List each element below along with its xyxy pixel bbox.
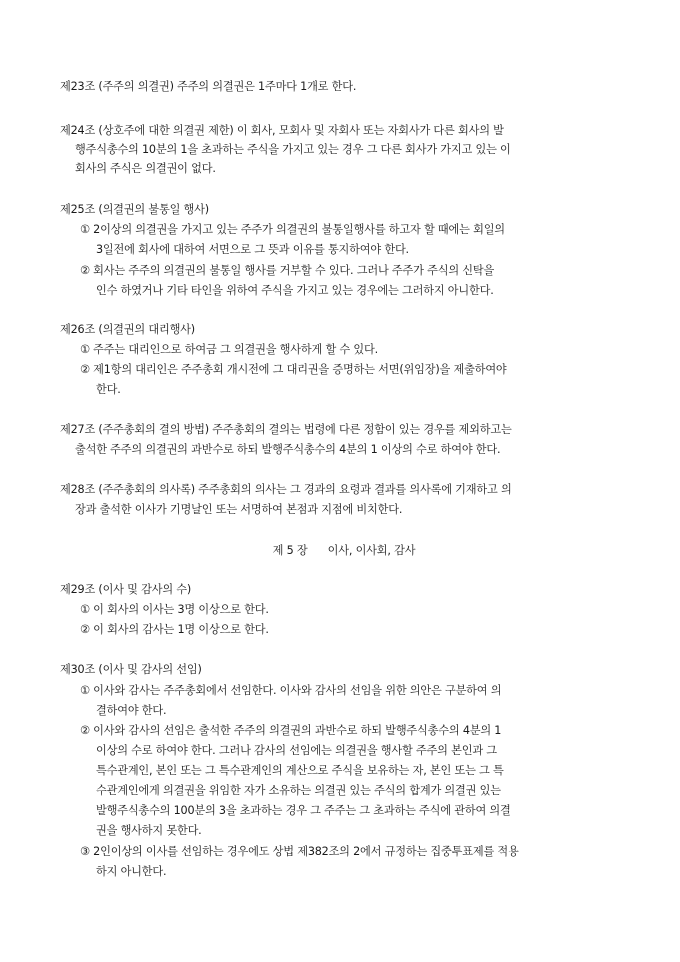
article-30-item-1-line-1: ① 이사와 감사는 주주총회에서 선임한다. 이사와 감사의 선임을 위한 의안은 구분하여 의 xyxy=(80,684,502,697)
article-29-item-1: ① 이 회사의 이사는 3명 이상으로 한다. xyxy=(80,603,269,616)
article-25-item-2-line-1: ② 회사는 주주의 의결권의 불통일 행사를 거부할 수 있다. 그러나 주주가 주식의 신탁을 xyxy=(80,264,495,277)
chapter-heading: 제 5 장 이사, 이사회, 감사 xyxy=(272,544,416,557)
article-30-title: 제30조 (이사 및 감사의 선임) xyxy=(60,663,202,676)
article-25-item-2-line-2: 인수 하였거나 기타 타인을 위하여 주식을 가지고 있는 경우에는 그러하지 아니한다. xyxy=(96,284,494,297)
article-30-item-1-line-2: 결하여야 한다. xyxy=(96,704,167,717)
article-27-line-1: 제27조 (주주총회의 결의 방법) 주주총회의 결의는 법령에 다른 정함이 있는 경우를 제외하고는 xyxy=(60,423,512,436)
article-25-item-1-line-1: ① 2이상의 의결권을 가지고 있는 주주가 의결권의 불통일행사를 하고자 할 때에는 회일의 xyxy=(80,223,505,236)
article-26-item-1: ① 주주는 대리인으로 하여금 그 의결권을 행사하게 할 수 있다. xyxy=(80,343,378,356)
article-30-item-2-line-6: 권을 행사하지 못한다. xyxy=(96,824,202,837)
article-27-line-2: 출석한 주주의 의결권의 과반수로 하되 발행주식총수의 4분의 1 이상의 수로 하여야 한다. xyxy=(75,443,501,456)
article-30-item-2-line-1: ② 이사와 감사의 선임은 출석한 주주의 의결권의 과반수로 하되 발행주식총수의 4분의 1 xyxy=(80,724,502,737)
article-29-item-2: ② 이 회사의 감사는 1명 이상으로 한다. xyxy=(80,623,269,636)
article-26-item-2-line-2: 한다. xyxy=(96,383,121,396)
article-30-item-2-line-4: 수관계인에게 의결권을 위임한 자가 소유하는 의결권 있는 주식의 합계가 의결권 있는 xyxy=(96,784,501,797)
article-24-line-3: 회사의 주식은 의결권이 없다. xyxy=(75,162,216,175)
article-30-item-3-line-1: ③ 2인이상의 이사를 선임하는 경우에도 상법 제382조의 2에서 규정하는 집중투표제를 적용 xyxy=(80,845,519,858)
article-30-item-2-line-5: 발행주식총수의 100분의 3을 초과하는 경우 그 주주는 그 초과하는 주식에 관하여 의결 xyxy=(96,804,511,817)
article-24-line-2: 행주식총수의 10분의 1을 초과하는 주식을 가지고 있는 경우 그 다른 회사가 가지고 있는 이 xyxy=(75,143,511,156)
article-26-item-2-line-1: ② 제1항의 대리인은 주주총회 개시전에 그 대리권을 증명하는 서면(위임장)을 제출하여야 xyxy=(80,363,507,376)
article-30-item-2-line-2: 이상의 수로 하여야 한다. 그러나 감사의 선임에는 의결권을 행사할 주주의 본인과 그 xyxy=(96,744,497,757)
article-30-item-3-line-2: 하지 아니한다. xyxy=(96,865,167,878)
article-24-line-1: 제24조 (상호주에 대한 의결권 제한) 이 회사, 모회사 및 자회사 또는 자회사가 다른 회사의 발 xyxy=(60,124,504,137)
article-29-title: 제29조 (이사 및 감사의 수) xyxy=(60,583,192,596)
article-28-line-1: 제28조 (주주총회의 의사록) 주주총회의 의사는 그 경과의 요령과 결과를 의사록에 기재하고 의 xyxy=(60,483,512,496)
article-30-item-2-line-3: 특수관계인, 본인 또는 그 특수관계인의 계산으로 주식을 보유하는 자, 본인 또는 그 특 xyxy=(96,764,504,777)
article-28-line-2: 장과 출석한 이사가 기명날인 또는 서명하여 본점과 지점에 비치한다. xyxy=(75,503,403,516)
article-23-line-1: 제23조 (주주의 의결권) 주주의 의결권은 1주마다 1개로 한다. xyxy=(60,80,357,93)
article-26-title: 제26조 (의결권의 대리행사) xyxy=(60,323,195,336)
article-25-item-1-line-2: 3일전에 회사에 대하여 서면으로 그 뜻과 이유를 통지하여야 한다. xyxy=(96,243,409,256)
article-25-title: 제25조 (의결권의 불통일 행사) xyxy=(60,203,209,216)
